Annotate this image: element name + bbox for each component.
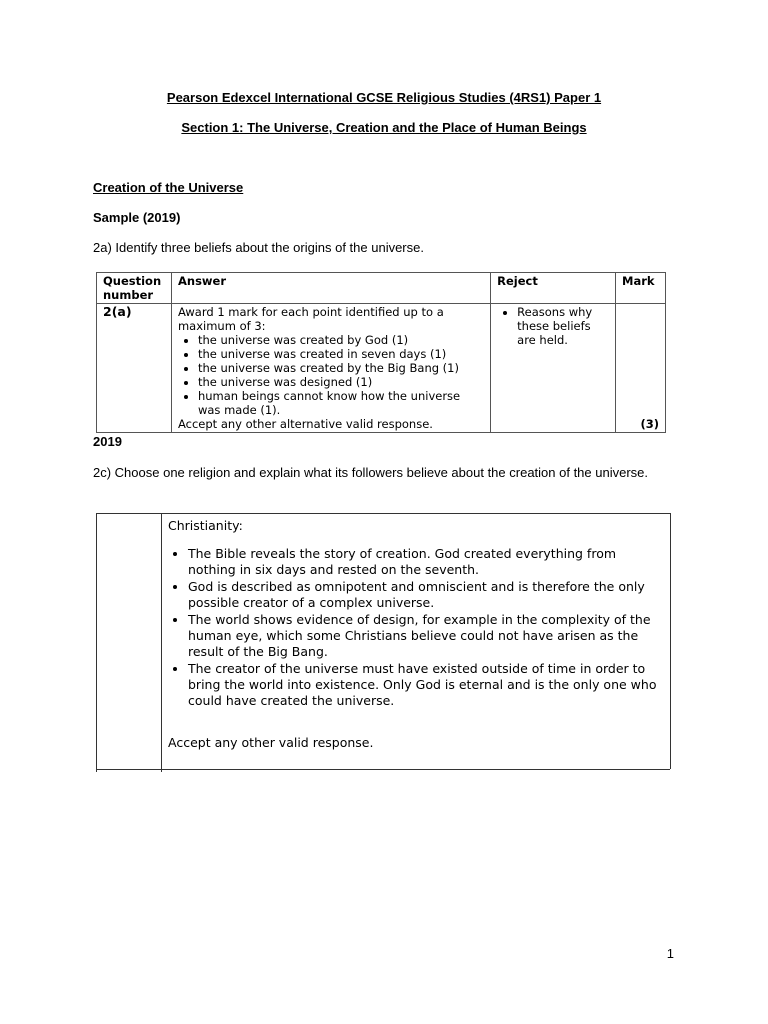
list-item: • The creator of the universe must have existed outside of time in order to bring the world into existence. Only God is eternal and is the only one who could have created the universe. bbox=[188, 661, 658, 709]
points-list bbox=[168, 546, 658, 709]
mark-scheme-box-2c bbox=[96, 513, 671, 769]
mark-value: (3) bbox=[640, 417, 659, 431]
table-header-row bbox=[97, 273, 666, 304]
list-item: • Reasons why these beliefs are held. bbox=[517, 305, 609, 347]
year-label: 2019 bbox=[93, 434, 122, 449]
list-item: • human beings cannot know how the universe was made (1). bbox=[198, 389, 484, 417]
box-content bbox=[168, 518, 658, 751]
document-title: Pearson Edexcel International GCSE Religious Studies (4RS1) Paper 1 bbox=[166, 90, 602, 105]
reject-list bbox=[497, 305, 609, 347]
religion-label: Christianity: bbox=[168, 518, 243, 533]
mark-scheme-table-2a bbox=[96, 272, 666, 433]
page-number: 1 bbox=[666, 946, 674, 961]
reject-cell bbox=[491, 304, 616, 433]
question-2c-prompt: 2c) Choose one religion and explain what its followers believe about the creation of the universe. bbox=[93, 465, 649, 480]
list-item: • The Bible reveals the story of creation. God created everything from nothing in six days and rested on the seventh. bbox=[188, 546, 658, 578]
list-item: • God is described as omnipotent and omniscient and is therefore the only possible creator of a complex universe. bbox=[188, 579, 658, 611]
topic-heading: Creation of the Universe bbox=[93, 180, 244, 195]
header-answer: Answer bbox=[171, 273, 490, 304]
list-item: • the universe was created by God (1) bbox=[198, 333, 484, 347]
answer-footer: Accept any other alternative valid response. bbox=[177, 417, 433, 431]
header-reject: Reject bbox=[491, 273, 616, 304]
list-item: • the universe was designed (1) bbox=[198, 375, 484, 389]
list-item: • the universe was created by the Big Bang (1) bbox=[198, 361, 484, 375]
mark-cell bbox=[616, 304, 666, 433]
question-2a-prompt: 2a) Identify three beliefs about the origins of the universe. bbox=[93, 240, 424, 255]
answer-list bbox=[178, 333, 484, 417]
answer-cell bbox=[171, 304, 490, 433]
question-number-cell: 2(a) bbox=[97, 304, 172, 433]
section-title: Section 1: The Universe, Creation and the Place of Human Beings bbox=[181, 120, 587, 135]
sample-label: Sample (2019) bbox=[93, 210, 181, 225]
box-left-border bbox=[96, 514, 97, 772]
accept-note: Accept any other valid response. bbox=[168, 735, 374, 750]
box-bottom-border bbox=[96, 769, 670, 770]
list-item: • the universe was created in seven days (1) bbox=[198, 347, 484, 361]
header-mark: Mark bbox=[616, 273, 666, 304]
table-row bbox=[97, 304, 666, 433]
list-item: • The world shows evidence of design, for example in the complexity of the human eye, which some Christians believe could not have arisen as the result of the Big Bang. bbox=[188, 612, 658, 660]
box-column-divider bbox=[161, 514, 162, 772]
header-question-number: Question number bbox=[97, 273, 172, 304]
answer-intro: Award 1 mark for each point identified up to a maximum of 3: bbox=[177, 305, 444, 333]
